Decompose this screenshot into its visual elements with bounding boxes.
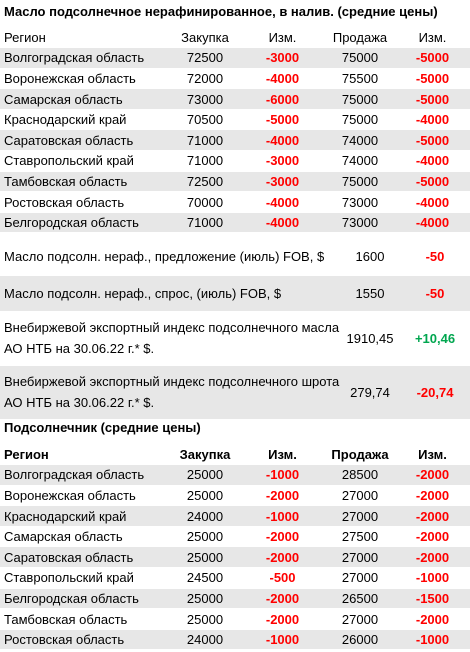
indicator-row bbox=[0, 239, 470, 275]
indicator-row bbox=[0, 275, 470, 311]
purchase-price: 25000 bbox=[170, 588, 240, 609]
table-row bbox=[0, 68, 470, 89]
purchase-change: -2000 bbox=[240, 485, 325, 506]
region-name: Краснодарский край bbox=[0, 506, 170, 527]
sale-price: 28500 bbox=[325, 465, 395, 486]
sale-change: -4000 bbox=[395, 192, 470, 213]
header-purchase-change: Изм. bbox=[240, 27, 325, 48]
sale-change: -4000 bbox=[395, 151, 470, 172]
table-header-row bbox=[0, 27, 470, 48]
table-row bbox=[0, 506, 470, 527]
region-name: Саратовская область bbox=[0, 130, 170, 151]
sale-change: -2000 bbox=[395, 609, 470, 630]
indicator-change: +10,46 bbox=[400, 311, 470, 365]
indicator-label: Масло подсолн. нераф., спрос, (июль) FOB, $ bbox=[0, 275, 340, 311]
sale-price: 26000 bbox=[325, 629, 395, 650]
sale-price: 75000 bbox=[325, 171, 395, 192]
table-row bbox=[0, 609, 470, 630]
purchase-change: -3000 bbox=[240, 151, 325, 172]
purchase-change: -6000 bbox=[240, 89, 325, 110]
sale-change: -2000 bbox=[395, 506, 470, 527]
purchase-change: -2000 bbox=[240, 547, 325, 568]
table-row bbox=[0, 465, 470, 486]
purchase-price: 25000 bbox=[170, 465, 240, 486]
purchase-change: -1000 bbox=[240, 629, 325, 650]
oil-table bbox=[0, 27, 470, 233]
sale-change: -2000 bbox=[395, 547, 470, 568]
region-name: Ростовская область bbox=[0, 629, 170, 650]
header-purchase: Закупка bbox=[170, 444, 240, 465]
purchase-price: 72500 bbox=[170, 171, 240, 192]
purchase-price: 24000 bbox=[170, 629, 240, 650]
header-sale-change: Изм. bbox=[395, 444, 470, 465]
purchase-change: -4000 bbox=[240, 212, 325, 233]
purchase-change: -3000 bbox=[240, 48, 325, 69]
sale-price: 74000 bbox=[325, 130, 395, 151]
sale-change: -2000 bbox=[395, 526, 470, 547]
sale-change: -5000 bbox=[395, 171, 470, 192]
purchase-price: 70500 bbox=[170, 109, 240, 130]
header-region: Регион bbox=[0, 27, 170, 48]
table-row bbox=[0, 588, 470, 609]
region-name: Саратовская область bbox=[0, 547, 170, 568]
indicator-value: 1910,45 bbox=[340, 311, 400, 365]
sale-change: -5000 bbox=[395, 130, 470, 151]
purchase-change: -1000 bbox=[240, 465, 325, 486]
sale-price: 74000 bbox=[325, 151, 395, 172]
table-row bbox=[0, 48, 470, 69]
table-row bbox=[0, 151, 470, 172]
sale-price: 27000 bbox=[325, 568, 395, 589]
purchase-price: 24000 bbox=[170, 506, 240, 527]
sale-price: 27000 bbox=[325, 547, 395, 568]
purchase-change: -500 bbox=[240, 568, 325, 589]
header-purchase-change: Изм. bbox=[240, 444, 325, 465]
region-name: Ростовская область bbox=[0, 192, 170, 213]
table-header-row bbox=[0, 444, 470, 465]
purchase-price: 24500 bbox=[170, 568, 240, 589]
purchase-change: -5000 bbox=[240, 109, 325, 130]
sale-change: -4000 bbox=[395, 212, 470, 233]
purchase-change: -4000 bbox=[240, 192, 325, 213]
region-name: Самарская область bbox=[0, 526, 170, 547]
indicator-value: 279,74 bbox=[340, 365, 400, 419]
sale-price: 27000 bbox=[325, 485, 395, 506]
sale-price: 75500 bbox=[325, 68, 395, 89]
region-name: Белгородская область bbox=[0, 588, 170, 609]
indicator-value: 1600 bbox=[340, 239, 400, 275]
region-name: Волгоградская область bbox=[0, 48, 170, 69]
indicator-label: Внебиржевой экспортный индекс подсолнечного масла АО НТБ на 30.06.22 г.* $. bbox=[0, 311, 340, 365]
indicator-change: -20,74 bbox=[400, 365, 470, 419]
purchase-price: 70000 bbox=[170, 192, 240, 213]
purchase-price: 25000 bbox=[170, 547, 240, 568]
sale-price: 75000 bbox=[325, 109, 395, 130]
sale-price: 26500 bbox=[325, 588, 395, 609]
sale-change: -1500 bbox=[395, 588, 470, 609]
table-row bbox=[0, 171, 470, 192]
region-name: Белгородская область bbox=[0, 212, 170, 233]
indicator-value: 1550 bbox=[340, 275, 400, 311]
sale-price: 73000 bbox=[325, 192, 395, 213]
sale-price: 75000 bbox=[325, 89, 395, 110]
purchase-change: -2000 bbox=[240, 526, 325, 547]
sale-change: -4000 bbox=[395, 109, 470, 130]
table-row bbox=[0, 212, 470, 233]
table-row bbox=[0, 89, 470, 110]
purchase-price: 25000 bbox=[170, 485, 240, 506]
indicator-row bbox=[0, 311, 470, 365]
region-name: Воронежская область bbox=[0, 485, 170, 506]
header-region: Регион bbox=[0, 444, 170, 465]
sale-change: -5000 bbox=[395, 68, 470, 89]
purchase-change: -1000 bbox=[240, 506, 325, 527]
purchase-price: 71000 bbox=[170, 212, 240, 233]
purchase-change: -4000 bbox=[240, 68, 325, 89]
indicator-label: Внебиржевой экспортный индекс подсолнечного шрота АО НТБ на 30.06.22 г.* $. bbox=[0, 365, 340, 419]
seeds-section-title: Подсолнечник (средние цены) bbox=[4, 420, 201, 435]
sale-change: -1000 bbox=[395, 629, 470, 650]
table-row bbox=[0, 485, 470, 506]
region-name: Тамбовская область bbox=[0, 609, 170, 630]
region-name: Краснодарский край bbox=[0, 109, 170, 130]
sale-price: 75000 bbox=[325, 48, 395, 69]
oil-section-title: Масло подсолнечное нерафинированное, в налив. (средние цены) bbox=[4, 4, 438, 19]
sale-change: -5000 bbox=[395, 89, 470, 110]
oil-extra-table bbox=[0, 239, 470, 420]
table-row bbox=[0, 629, 470, 650]
sale-price: 27000 bbox=[325, 506, 395, 527]
purchase-price: 25000 bbox=[170, 609, 240, 630]
purchase-price: 71000 bbox=[170, 151, 240, 172]
sale-price: 27500 bbox=[325, 526, 395, 547]
region-name: Тамбовская область bbox=[0, 171, 170, 192]
purchase-price: 71000 bbox=[170, 130, 240, 151]
purchase-change: -2000 bbox=[240, 609, 325, 630]
table-row bbox=[0, 192, 470, 213]
region-name: Волгоградская область bbox=[0, 465, 170, 486]
purchase-price: 72000 bbox=[170, 68, 240, 89]
sale-change: -1000 bbox=[395, 568, 470, 589]
region-name: Ставропольский край bbox=[0, 151, 170, 172]
purchase-price: 25000 bbox=[170, 526, 240, 547]
region-name: Самарская область bbox=[0, 89, 170, 110]
header-sale-change: Изм. bbox=[395, 27, 470, 48]
table-row bbox=[0, 109, 470, 130]
indicator-change: -50 bbox=[400, 239, 470, 275]
purchase-change: -4000 bbox=[240, 130, 325, 151]
table-row bbox=[0, 526, 470, 547]
header-purchase: Закупка bbox=[170, 27, 240, 48]
sale-change: -2000 bbox=[395, 465, 470, 486]
indicator-row bbox=[0, 365, 470, 419]
table-row bbox=[0, 130, 470, 151]
sale-change: -2000 bbox=[395, 485, 470, 506]
indicator-change: -50 bbox=[400, 275, 470, 311]
indicator-label: Масло подсолн. нераф., предложение (июль) FOB, $ bbox=[0, 239, 340, 275]
sale-change: -5000 bbox=[395, 48, 470, 69]
sale-price: 27000 bbox=[325, 609, 395, 630]
region-name: Воронежская область bbox=[0, 68, 170, 89]
purchase-change: -2000 bbox=[240, 588, 325, 609]
header-sale: Продажа bbox=[325, 27, 395, 48]
purchase-price: 73000 bbox=[170, 89, 240, 110]
table-row bbox=[0, 568, 470, 589]
table-row bbox=[0, 547, 470, 568]
region-name: Ставропольский край bbox=[0, 568, 170, 589]
purchase-change: -3000 bbox=[240, 171, 325, 192]
header-sale: Продажа bbox=[325, 444, 395, 465]
purchase-price: 72500 bbox=[170, 48, 240, 69]
sale-price: 73000 bbox=[325, 212, 395, 233]
seeds-table bbox=[0, 444, 470, 650]
